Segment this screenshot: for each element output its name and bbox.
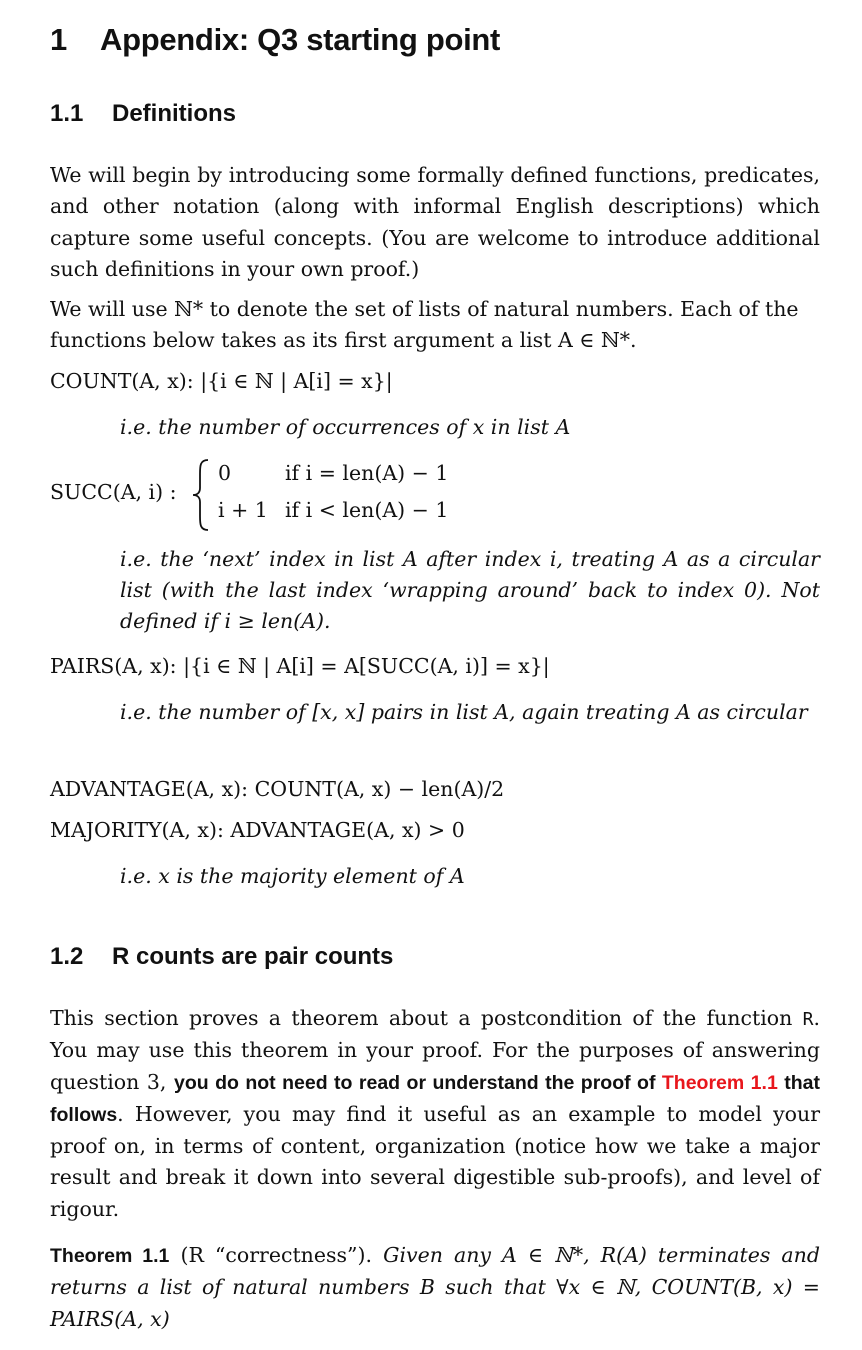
left-brace-icon <box>191 458 211 532</box>
count-rhs: |{i ∈ ℕ | A[i] = x}| <box>200 369 393 393</box>
proof-bold-part-1: you do not need to read or understand the proof of <box>173 1071 662 1094</box>
majority-lhs: MAJORITY(A, x): <box>50 818 224 842</box>
proof-text-part-3: . However, you may find it useful as an example to model your proof on, in terms of content, organization (notice how we take a major result and break it down into several digestible sub-proofs), and level of rigour. <box>50 1101 820 1221</box>
count-definition <box>50 366 393 397</box>
advantage-definition <box>50 774 504 805</box>
theorem-name: (R “correctness”). <box>180 1243 373 1267</box>
succ-case-1-condition: if i = len(A) − 1 <box>285 461 449 485</box>
count-lhs: COUNT(A, x): <box>50 369 194 393</box>
advantage-rhs: COUNT(A, x) − len(A)/2 <box>254 777 505 801</box>
succ-case-2-condition: if i < len(A) − 1 <box>285 498 449 522</box>
proof-text-part-1: This section proves a theorem about a postcondition of the function <box>50 1006 803 1030</box>
subsection-number: 1.1 <box>50 100 84 127</box>
pairs-lhs: PAIRS(A, x): <box>50 654 177 678</box>
section-heading <box>50 22 500 58</box>
theorem-reference-link[interactable]: Theorem 1.1 <box>661 1071 778 1094</box>
succ-case-2-value: i + 1 <box>218 498 268 522</box>
function-name-r: R <box>802 1009 814 1030</box>
succ-lhs: SUCC(A, i) : <box>50 480 177 504</box>
proof-bold-part-2: that follows <box>50 1071 820 1126</box>
subsection-title: R counts are pair counts <box>112 943 394 970</box>
succ-case-1-value: 0 <box>218 461 232 485</box>
subsection-heading-r-counts <box>50 943 393 971</box>
intro-paragraph: We will begin by introducing some formally defined functions, predicates, and other notation (along with informal English descriptions) which capture some useful concepts. (You are welcome to introduce additional such definitions in your own proof.) <box>50 163 820 281</box>
subsection-heading-definitions <box>50 100 236 128</box>
majority-gloss: i.e. x is the majority element of A <box>120 864 465 888</box>
majority-rhs: ADVANTAGE(A, x) > 0 <box>230 818 465 842</box>
lists-paragraph-line-1: We will use ℕ* to denote the set of lists of natural numbers. Each of the <box>50 297 799 321</box>
proof-text-part-2: . You may use this theorem in your proof. For the purposes of answering question 3, <box>50 1006 820 1094</box>
theorem-body: Given any A ∈ ℕ*, R(A) terminates and returns a list of natural numbers B such that ∀x ∈ ℕ, COUNT(B, x) = PAIRS(A, x) <box>50 1243 820 1331</box>
theorem-label: Theorem 1.1 <box>50 1245 170 1267</box>
succ-gloss: i.e. the ‘next’ index in list A after index i, treating A as a circular list (with the last index ‘wrapping around’ back to index 0). Not defined if i ≥ len(A). <box>120 547 820 633</box>
proof-intro-paragraph <box>50 1003 820 1225</box>
subsection-number: 1.2 <box>50 943 84 970</box>
count-gloss: i.e. the number of occurrences of x in list A <box>120 415 571 439</box>
pairs-rhs: |{i ∈ ℕ | A[i] = A[SUCC(A, i)] = x}| <box>183 654 550 678</box>
section-number: 1 <box>50 22 67 57</box>
advantage-lhs: ADVANTAGE(A, x): <box>50 777 249 801</box>
pairs-definition <box>50 651 550 682</box>
majority-definition <box>50 815 465 846</box>
theorem-statement <box>50 1240 820 1335</box>
subsection-title: Definitions <box>112 100 236 127</box>
lists-paragraph-line-2: functions below takes as its first argument a list A ∈ ℕ*. <box>50 328 637 352</box>
pairs-gloss: i.e. the number of [x, x] pairs in list A, again treating A as circular <box>120 700 808 724</box>
section-title: Appendix: Q3 starting point <box>100 22 501 57</box>
succ-definition <box>50 458 820 532</box>
